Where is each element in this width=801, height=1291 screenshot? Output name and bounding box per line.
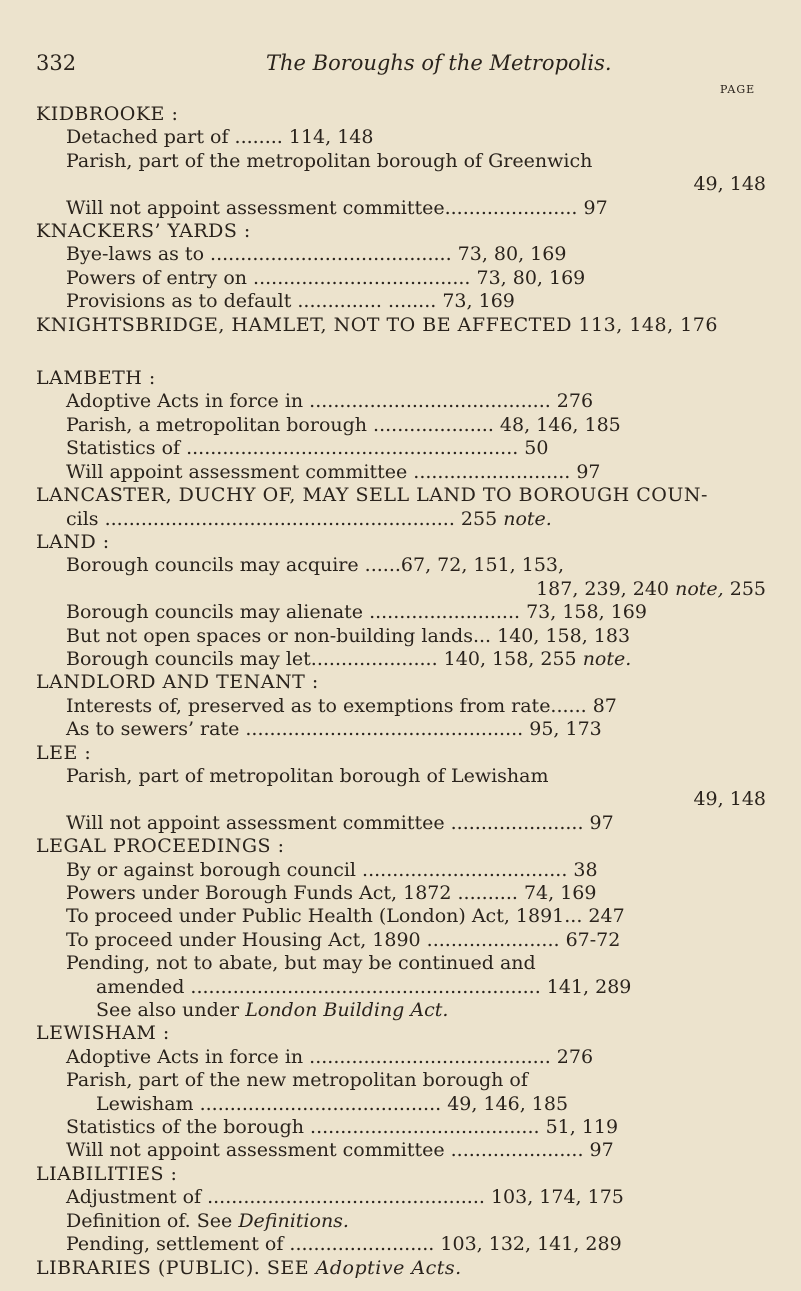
see-target: London Building Act. [245, 999, 449, 1022]
index-entry: Adoptive Acts in force in ........................................ 276 [66, 390, 594, 413]
index-entry: Pending, settlement of ........................ 103, 132, 141, 289 [66, 1233, 622, 1256]
index-heading [36, 1257, 766, 1280]
index-entry: By or against borough council .................................. 38 [66, 858, 598, 881]
index-entry: To proceed under Housing Act, 1890 ...................... 67-72 [66, 928, 621, 951]
index-entry: Will not appoint assessment committee ...................... 97 [66, 1139, 614, 1162]
index-entry: Parish, part of the metropolitan borough of Greenwich [66, 149, 593, 172]
index-entry: Provisions as to default .............. ........ 73, 169 [66, 290, 515, 313]
running-title: The Boroughs of the Metropolis. [266, 51, 612, 75]
index-entry: Parish, a metropolitan borough .................... 48, 146, 185 [66, 413, 621, 436]
index-heading-text: LIBRARIES (PUBLIC). SEE [36, 1256, 310, 1279]
see-target: Adoptive Acts. [315, 1256, 462, 1279]
index-list [36, 103, 766, 1280]
index-heading: KIDBROOKE : [36, 103, 179, 125]
index-entry-text: Borough councils may let..................... 140, 158, 255 [66, 647, 577, 670]
index-heading: LEE : [36, 741, 92, 764]
index-entry: Will not appoint assessment committee...................... 97 [66, 196, 608, 219]
page-refs: 187, 239, 240 [536, 577, 670, 600]
index-heading: LANCASTER, DUCHY OF, MAY SELL LAND TO BOROUGH COUN- [36, 484, 708, 507]
index-entry: Bye-laws as to ........................................ 73, 80, 169 [66, 243, 567, 266]
index-entry: As to sewers’ rate .............................................. 95, 173 [66, 718, 602, 741]
page-column-label: PAGE [720, 83, 756, 96]
index-heading: LAMBETH : [36, 367, 156, 390]
index-entry: Will not appoint assessment committee ...................... 97 [66, 811, 614, 834]
index-heading: KNIGHTSBRIDGE, HAMLET, NOT TO BE AFFECTED 113, 148, 176 [36, 313, 718, 336]
index-entry: Borough councils may acquire ......67, 72, 151, 153, [66, 554, 565, 577]
index-entry: Interests of, preserved as to exemptions from rate...... 87 [66, 694, 617, 717]
index-entry: Pending, not to abate, but may be continued and [66, 952, 536, 975]
index-entry-pages [36, 578, 766, 601]
index-entry: To proceed under Public Health (London) Act, 1891... 247 [66, 905, 625, 928]
note-label: note. [503, 507, 552, 530]
index-heading: LEGAL PROCEEDINGS : [36, 835, 285, 858]
index-entry: Parish, part of metropolitan borough of Lewisham [66, 764, 549, 787]
index-entry: Powers of entry on .................................... 73, 80, 169 [66, 266, 586, 289]
index-entry-text: cils .......................................................... 255 [66, 507, 498, 530]
see-target: Definitions. [238, 1209, 349, 1232]
index-entry [36, 648, 766, 671]
index-entry: Borough councils may alienate ......................... 73, 158, 169 [66, 601, 647, 624]
index-entry-continued: Lewisham ........................................ 49, 146, 185 [96, 1092, 569, 1115]
index-entry: Powers under Borough Funds Act, 1872 .......... 74, 169 [66, 882, 597, 904]
index-entry-pages: 49, 148 [693, 788, 766, 811]
index-entry: Statistics of the borough ...................................... 51, 119 [66, 1116, 619, 1139]
index-heading: LEWISHAM : [36, 1022, 170, 1045]
index-entry-continued: amended .......................................................... 141, 289 [96, 975, 632, 998]
note-label: note. [582, 647, 632, 670]
index-heading: LANDLORD AND TENANT : [36, 671, 319, 694]
index-entry [36, 1210, 766, 1233]
index-entry-pages: 49, 148 [693, 173, 766, 196]
index-entry: Adoptive Acts in force in ........................................ 276 [66, 1045, 594, 1068]
note-label: note, [675, 577, 724, 600]
page-number: 332 [36, 51, 77, 75]
index-heading: LIABILITIES : [36, 1162, 178, 1185]
index-entry: But not open spaces or non-building lands... 140, 158, 183 [66, 624, 631, 647]
see-prefix: See also under [96, 999, 240, 1022]
page-refs: 255 [729, 577, 766, 600]
index-entry: Adjustment of .............................................. 103, 174, 175 [66, 1186, 624, 1209]
index-entry: Statistics of ....................................................... 50 [66, 437, 549, 460]
index-entry: Detached part of ........ 114, 148 [66, 126, 374, 149]
index-entry: Will appoint assessment committee .......................... 97 [66, 460, 601, 483]
index-heading: KNACKERS’ YARDS : [36, 220, 251, 243]
index-entry [36, 508, 766, 531]
index-entry: Parish, part of the new metropolitan borough of [66, 1069, 528, 1092]
index-entry-text: Definition of. See [66, 1209, 233, 1232]
index-heading: LAND : [36, 530, 110, 553]
see-also-reference [36, 999, 766, 1022]
